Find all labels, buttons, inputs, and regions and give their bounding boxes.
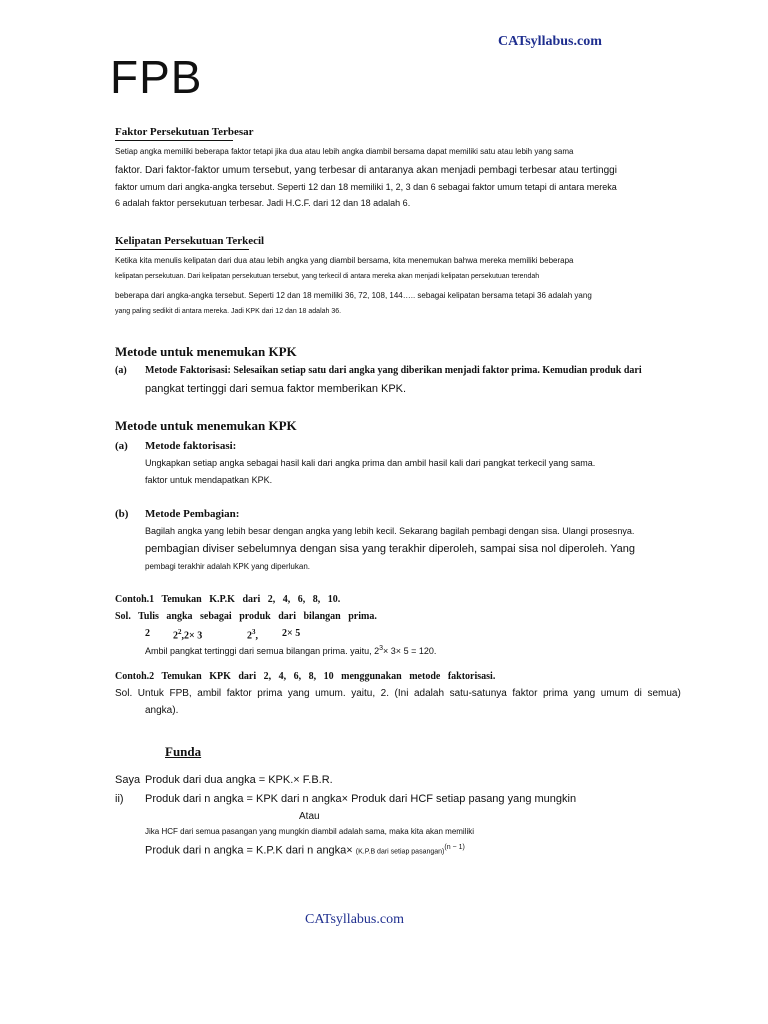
metode1-item-cont: pangkat tertinggi dari semua faktor memberikan KPK. (145, 383, 407, 395)
contoh1-factor-2: 2 (145, 628, 150, 639)
footer-site-link[interactable]: CATsyllabus.com (305, 912, 404, 927)
fpb-heading-underline (115, 140, 233, 141)
contoh2-sol: Sol. Untuk FPB, ambil faktor prima yang umum. yaitu, 2. (Ini adalah satu-satunya faktor prima yang umum di semua) (115, 688, 681, 699)
funda-ii-text: Produk dari n angka = KPK dari n angka× Produk dari HCF setiap pasang yang mungkin (145, 793, 577, 805)
fpb-line-3: faktor umum dari angka-angka tersebut. Seperti 12 dan 18 memiliki 1, 2, 3 dan 6 sebagai faktor umum tetapi di antara mereka (115, 182, 617, 192)
metode2-b-title: Metode Pembagian: (145, 508, 240, 520)
fpb-line-4: 6 adalah faktor persekutuan terbesar. Jadi H.C.F. dari 12 dan 18 adalah 6. (115, 198, 411, 208)
kpk-heading-underline (115, 249, 249, 250)
metode2-a-label: (a) (115, 440, 128, 452)
funda-atau: Atau (299, 811, 320, 822)
funda-note: Jika HCF dari semua pasangan yang mungkin diambil adalah sama, maka kita akan memiliki (145, 827, 475, 836)
contoh2-title: Contoh.2 Temukan KPK dari 2, 4, 6, 8, 10 menggunakan metode faktorisasi. (115, 671, 496, 682)
metode2-b-line1: Bagilah angka yang lebih besar dengan angka yang lebih kecil. Sekarang bagilah pembagi dengan sisa. Ulangi prosesnya. (145, 526, 635, 536)
funda-i-label: Saya (115, 774, 141, 786)
funda-i-text: Produk dari dua angka = KPK.× F.B.R. (145, 774, 333, 786)
metode1-heading: Metode untuk menemukan KPK (115, 344, 297, 359)
kpk-line-1: Ketika kita menulis kelipatan dari dua atau lebih angka yang diambil bersama, kita menemukan bahwa mereka memiliki beberapa (115, 256, 574, 265)
kpk-line-2: kelipatan persekutuan. Dari kelipatan persekutuan tersebut, yang terkecil di antara mereka akan menjadi kelipatan persekutuan terendah (115, 273, 540, 280)
fpb-line-2: faktor. Dari faktor-faktor umum tersebut, yang terbesar di antaranya akan menjadi pembagi terbesar atau tertinggi (115, 165, 617, 176)
contoh2-sol-cont: angka). (145, 705, 179, 716)
metode2-b-line3: pembagi terakhir adalah KPK yang diperlukan. (145, 562, 310, 571)
page-title: FPB (110, 51, 203, 103)
metode2-a-line1: Ungkapkan setiap angka sebagai hasil kali dari angka prima dan ambil hasil kali dari pangkat terkecil yang sama. (145, 458, 596, 468)
metode2-b-line2: pembagian diviser sebelumnya dengan sisa yang terakhir diperoleh, sampai sisa nol diperoleh. Yang (145, 543, 636, 555)
kpk-line-3: beberapa dari angka-angka tersebut. Seperti 12 dan 18 memiliki 36, 72, 108, 144….. sebagai kelipatan bersama tetapi 36 adalah yang (115, 291, 592, 300)
metode2-heading: Metode untuk menemukan KPK (115, 418, 297, 433)
funda-heading: Funda (165, 744, 202, 759)
contoh1-title: Contoh.1 Temukan K.P.K dari 2, 4, 6, 8, 10. (115, 594, 341, 605)
fpb-heading: Faktor Persekutuan Terbesar (115, 126, 254, 138)
kpk-heading: Kelipatan Persekutuan Terkecil (115, 235, 265, 247)
metode1-item-text: Metode Faktorisasi: Selesaikan setiap satu dari angka yang diberikan menjadi faktor prima. Kemudian produk dari (145, 365, 642, 376)
kpk-line-4: yang paling sedikit di antara mereka. Jadi KPK dari 12 dan 18 adalah 36. (115, 308, 342, 315)
contoh1-factor-4-6: $2^2,2\times 3$ (173, 628, 203, 642)
metode2-a-line2: faktor untuk mendapatkan KPK. (145, 475, 273, 485)
contoh1-factor-8: $2^3$, (247, 628, 258, 642)
metode2-a-title: Metode faktorisasi: (145, 440, 237, 452)
contoh1-factor-10: 2× 5 (282, 628, 301, 639)
contoh1-sol: Sol. Tulis angka sebagai produk dari bilangan prima. (115, 611, 377, 622)
funda-formula: Produk dari n angka = K.P.K dari n angka× (K.P.B dari setiap pasangan)$^{(n - 1)}$ (145, 844, 465, 857)
header-site-link[interactable]: CATsyllabus.com (498, 34, 602, 49)
metode1-item-label: (a) (115, 365, 127, 376)
fpb-line-1: Setiap angka memiliki beberapa faktor tetapi jika dua atau lebih angka diambil bersama dapat memiliki satu atau lebih yang sama (115, 147, 574, 156)
contoh1-result: Ambil pangkat tertinggi dari semua bilangan prima. yaitu, $2^3\times 3\times 5 = 120$. (145, 645, 437, 656)
metode2-b-label: (b) (115, 508, 129, 520)
funda-ii-label: ii) (115, 793, 124, 805)
